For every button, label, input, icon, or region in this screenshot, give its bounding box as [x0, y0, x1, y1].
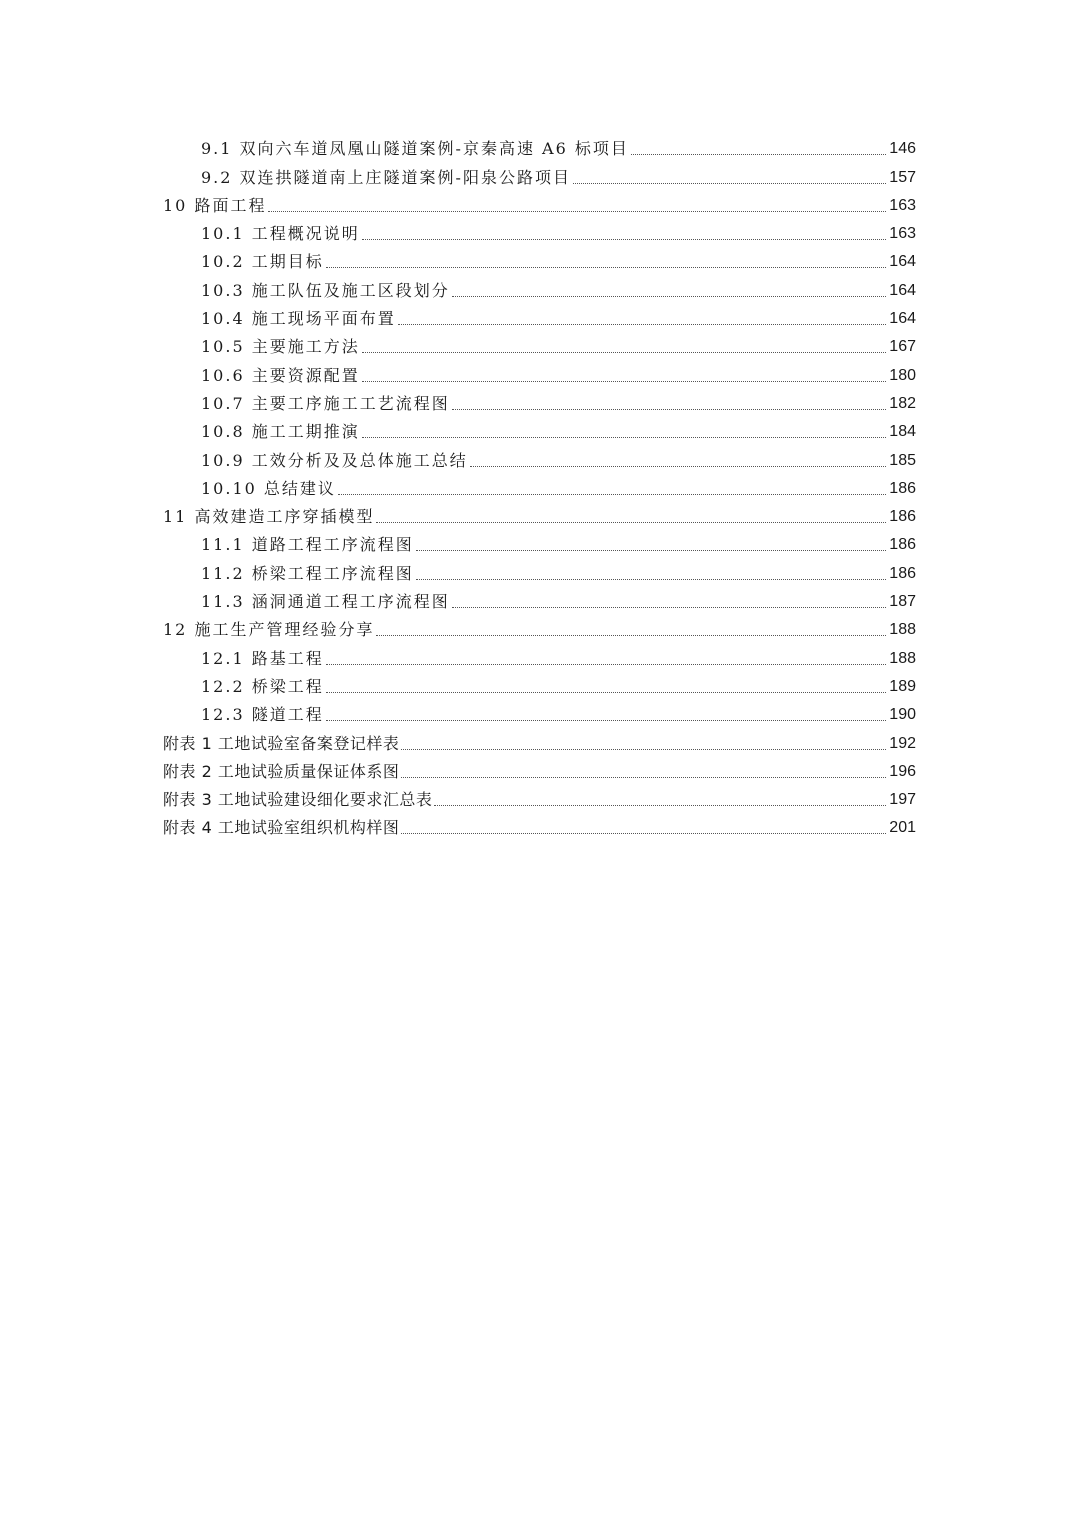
toc-dot-leader [573, 182, 886, 184]
toc-dot-leader [362, 436, 886, 438]
toc-dot-leader [338, 493, 886, 495]
toc-dot-leader [376, 634, 886, 636]
toc-dot-leader [416, 549, 886, 551]
toc-appendix-entry[interactable] [163, 754, 916, 782]
toc-entry-title: 附表 1 工地试验室备案登记样表 [163, 733, 400, 753]
toc-entry-title: 10.5 主要施工方法 [201, 337, 360, 357]
toc-page-number: 197 [889, 791, 916, 809]
toc-entry-title: 12 施工生产管理经验分享 [163, 620, 375, 640]
toc-dot-leader [268, 210, 886, 212]
toc-page-number: 184 [889, 423, 916, 441]
toc-page-number: 187 [889, 593, 916, 611]
toc-dot-leader [401, 748, 886, 750]
toc-page-number: 157 [889, 168, 916, 186]
toc-appendix-entry[interactable] [163, 782, 916, 810]
toc-page-number: 190 [889, 706, 916, 724]
toc-entry-title: 12.1 路基工程 [201, 648, 324, 668]
toc-dot-leader [434, 804, 886, 806]
toc-dot-leader [326, 266, 886, 268]
toc-subsection-entry[interactable] [163, 329, 916, 357]
toc-entry-title: 附表 2 工地试验质量保证体系图 [163, 761, 400, 781]
toc-appendix-entry[interactable] [163, 725, 916, 753]
toc-dot-leader [362, 351, 886, 353]
toc-entry-title: 9.1 双向六车道凤凰山隧道案例-京秦高速 A6 标项目 [201, 139, 629, 159]
toc-section-entry[interactable] [163, 499, 916, 527]
toc-subsection-entry[interactable] [163, 272, 916, 300]
toc-subsection-entry[interactable] [163, 159, 916, 187]
toc-page-number: 185 [889, 451, 916, 469]
toc-page-number: 164 [889, 253, 916, 271]
toc-entry-title: 10.6 主要资源配置 [201, 365, 360, 385]
toc-entry-title: 12.2 桥梁工程 [201, 676, 324, 696]
toc-dot-leader [631, 153, 886, 155]
toc-entry-title: 12.3 隧道工程 [201, 705, 324, 725]
toc-entry-title: 10.9 工效分析及及总体施工总结 [201, 450, 468, 470]
toc-entry-title: 10.3 施工队伍及施工区段划分 [201, 280, 450, 300]
toc-subsection-entry[interactable] [163, 527, 916, 555]
toc-entry-title: 附表 4 工地试验室组织机构样图 [163, 818, 400, 838]
toc-page-number: 163 [889, 225, 916, 243]
toc-subsection-entry[interactable] [163, 669, 916, 697]
toc-dot-leader [326, 663, 886, 665]
toc-entry-title: 11.2 桥梁工程工序流程图 [201, 563, 414, 583]
toc-subsection-entry[interactable] [163, 471, 916, 499]
toc-page-number: 186 [889, 508, 916, 526]
toc-page-number: 182 [889, 394, 916, 412]
toc-subsection-entry[interactable] [163, 357, 916, 385]
toc-dot-leader [362, 238, 886, 240]
toc-page-number: 189 [889, 677, 916, 695]
toc-section-entry[interactable] [163, 612, 916, 640]
toc-page-number: 188 [889, 649, 916, 667]
toc-page-number: 167 [889, 338, 916, 356]
toc-subsection-entry[interactable] [163, 386, 916, 414]
toc-dot-leader [452, 606, 886, 608]
toc-entry-title: 10.2 工期目标 [201, 252, 324, 272]
toc-subsection-entry[interactable] [163, 244, 916, 272]
toc-page-number: 164 [889, 310, 916, 328]
toc-appendix-entry[interactable] [163, 810, 916, 838]
toc-entry-title: 10.10 总结建议 [201, 478, 336, 498]
toc-dot-leader [452, 408, 886, 410]
toc-page-number: 186 [889, 564, 916, 582]
toc-page-number: 163 [889, 196, 916, 214]
toc-page-number: 192 [889, 734, 916, 752]
toc-page-number: 180 [889, 366, 916, 384]
toc-subsection-entry[interactable] [163, 697, 916, 725]
toc-dot-leader [452, 295, 886, 297]
toc-subsection-entry[interactable] [163, 640, 916, 668]
toc-entry-title: 10.7 主要工序施工工艺流程图 [201, 393, 450, 413]
toc-entry-title: 9.2 双连拱隧道南上庄隧道案例-阳泉公路项目 [201, 167, 571, 187]
toc-dot-leader [362, 380, 886, 382]
toc-page-number: 196 [889, 762, 916, 780]
toc-subsection-entry[interactable] [163, 301, 916, 329]
toc-subsection-entry[interactable] [163, 216, 916, 244]
toc-dot-leader [326, 691, 886, 693]
toc-dot-leader [470, 465, 886, 467]
toc-entry-title: 附表 3 工地试验建设细化要求汇总表 [163, 790, 433, 810]
toc-subsection-entry[interactable] [163, 584, 916, 612]
toc-page-number: 164 [889, 281, 916, 299]
toc-dot-leader [401, 776, 886, 778]
toc-dot-leader [398, 323, 886, 325]
toc-subsection-entry[interactable] [163, 414, 916, 442]
toc-entry-title: 10.1 工程概况说明 [201, 224, 360, 244]
toc-dot-leader [416, 578, 886, 580]
toc-page-number: 146 [889, 140, 916, 158]
toc-subsection-entry[interactable] [163, 442, 916, 470]
toc-dot-leader [326, 719, 886, 721]
toc-dot-leader [376, 521, 886, 523]
toc-page-number: 201 [889, 819, 916, 837]
toc-subsection-entry[interactable] [163, 131, 916, 159]
toc-entry-title: 11.3 涵洞通道工程工序流程图 [201, 592, 450, 612]
toc-entry-title: 11.1 道路工程工序流程图 [201, 535, 414, 555]
toc-entry-title: 10.4 施工现场平面布置 [201, 309, 396, 329]
toc-entry-title: 10 路面工程 [163, 195, 267, 215]
toc-dot-leader [401, 832, 886, 834]
toc-section-entry[interactable] [163, 188, 916, 216]
toc-entry-title: 10.8 施工工期推演 [201, 422, 360, 442]
toc-page-number: 188 [889, 621, 916, 639]
table-of-contents [163, 131, 916, 838]
toc-subsection-entry[interactable] [163, 555, 916, 583]
toc-page-number: 186 [889, 479, 916, 497]
toc-entry-title: 11 高效建造工序穿插模型 [163, 507, 375, 527]
toc-page-number: 186 [889, 536, 916, 554]
